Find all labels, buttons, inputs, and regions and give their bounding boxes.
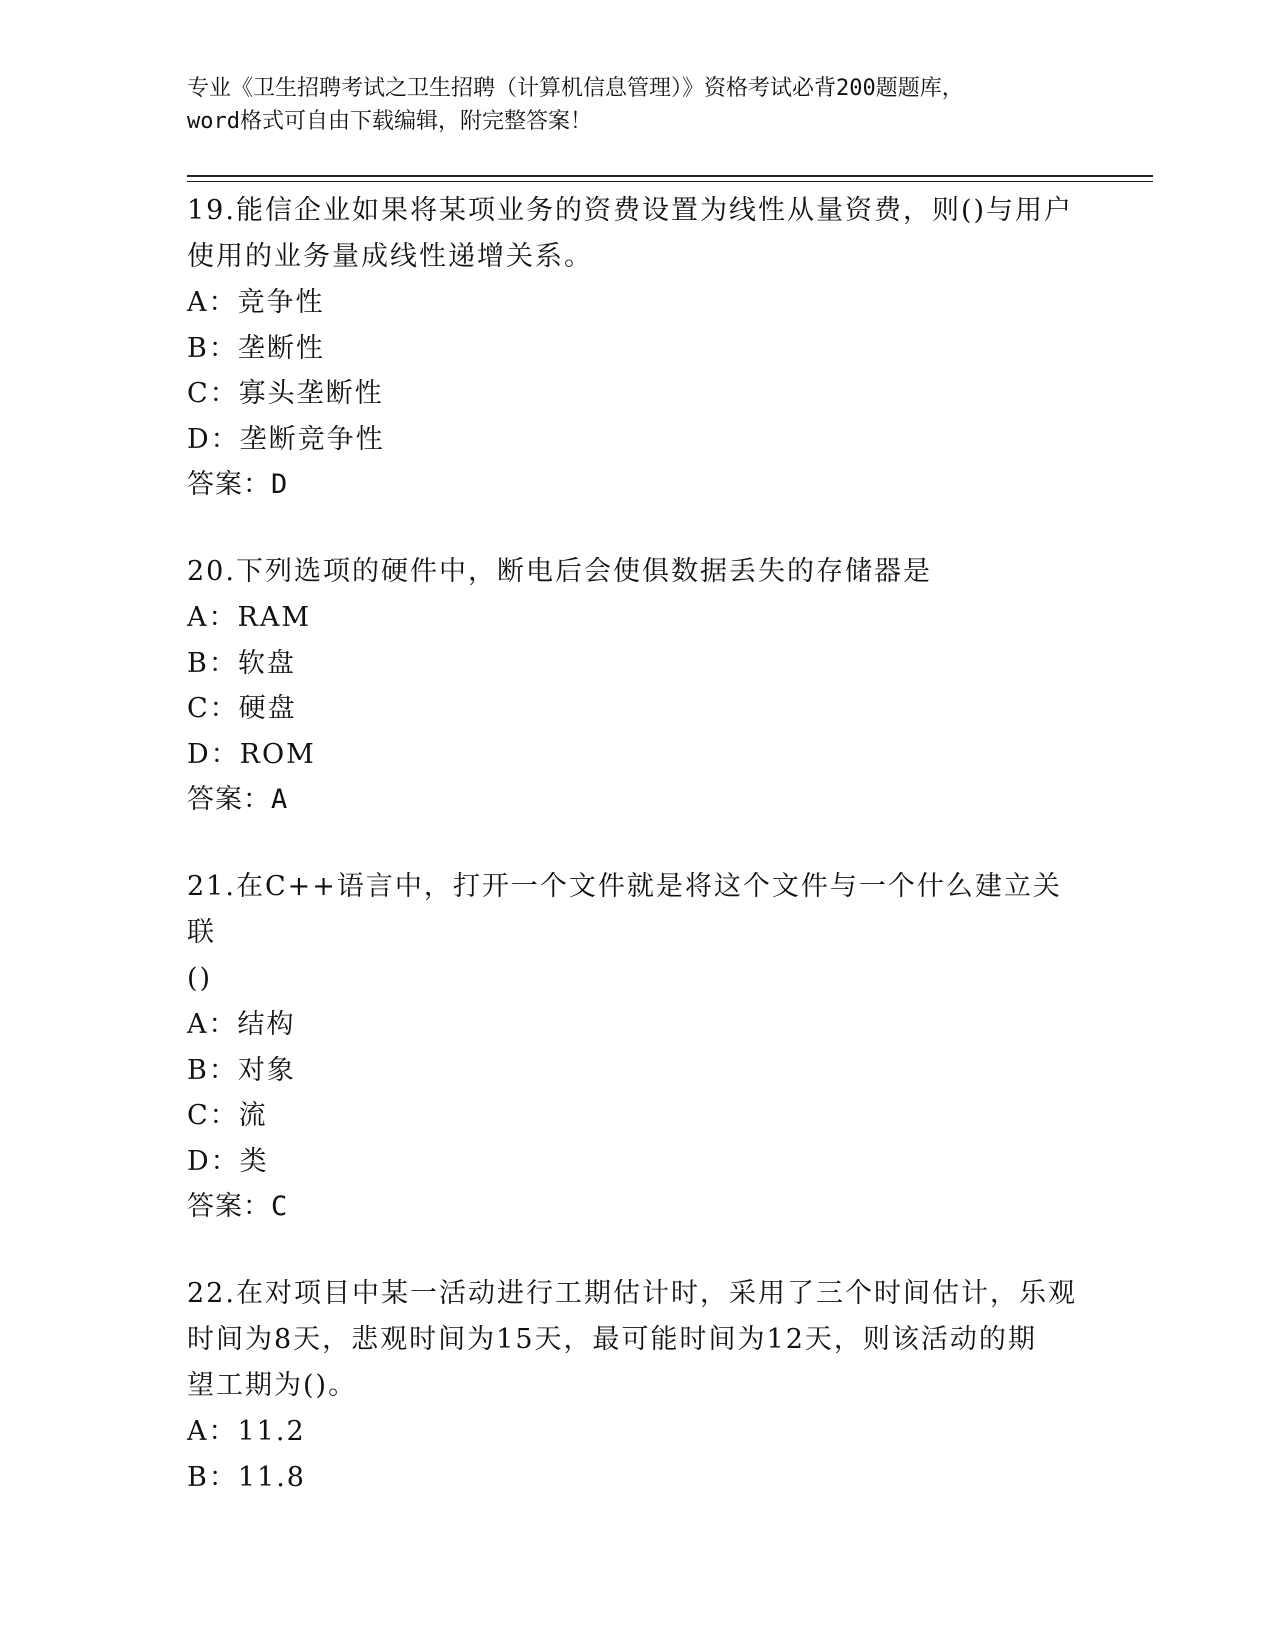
answer-option [187,595,1087,641]
header-title-line-1: 专业《卫生招聘考试之卫生招聘（计算机信息管理）》资格考试必背200题题库， [187,76,964,101]
option-letter: C： [187,693,239,724]
option-text: 软盘 [237,647,296,679]
header-divider-thick [187,175,1153,177]
answer-option [187,371,1087,417]
option-letter: A： [187,1009,238,1040]
question-stem-line: 时间为8天，悲观时间为15天，最可能时间为12天，则该活动的期 [187,1324,1037,1355]
option-letter: C： [187,1100,239,1131]
answer-option [187,1048,1087,1094]
answer-option [187,417,1087,463]
option-letter: A： [187,287,238,318]
answer-option [187,686,1087,732]
answer-option [187,280,1087,326]
option-letter: C： [187,378,239,409]
option-text: 11.8 [237,1461,306,1493]
option-text: 垄断竞争性 [239,423,385,455]
answer-option [187,1455,1087,1501]
option-letter: B： [187,332,238,364]
option-letter: A： [187,602,238,633]
option-letter: B： [187,647,238,679]
option-letter: A： [187,1416,238,1447]
option-letter: D： [187,423,240,455]
option-text: 寡头垄断性 [238,378,384,409]
question-stem-line: () [187,963,213,994]
answer-option [187,1139,1087,1185]
question-stem-line: 望工期为()。 [187,1370,358,1401]
document-header [187,72,1077,138]
question-stem-line: 19.能信企业如果将某项业务的资费设置为线性从量资费，则()与用户 [187,195,1074,226]
answer-option [187,641,1087,687]
option-letter: B： [187,1461,238,1493]
answer-key: 答案：A [187,784,289,815]
header-title-line-2: word格式可自由下载编辑，附完整答案！ [187,109,592,134]
answer-option [187,1093,1087,1139]
question-stem-line: 20.下列选项的硬件中，断电后会使俱数据丢失的存储器是 [187,556,932,587]
question-block [187,1271,1087,1500]
question-list [187,188,1087,1541]
option-text: 类 [239,1145,269,1177]
option-text: 流 [238,1100,268,1131]
answer-option [187,326,1087,372]
option-text: 结构 [237,1009,296,1040]
option-text: 硬盘 [238,693,297,724]
option-letter: D： [187,1145,240,1177]
answer-key: 答案：D [187,469,289,500]
option-text: 垄断性 [237,332,325,364]
option-text: 对象 [237,1054,296,1086]
question-stem-line: 21.在C++语言中，打开一个文件就是将这个文件与一个什么建立关联 [187,871,1062,948]
question-block [187,864,1087,1230]
option-text: ROM [239,738,316,770]
option-letter: D： [187,738,240,770]
answer-option [187,1409,1087,1455]
option-text: 11.2 [237,1416,306,1447]
answer-option [187,1002,1087,1048]
answer-key: 答案：C [187,1191,289,1222]
option-text: RAM [237,602,311,633]
answer-option [187,732,1087,778]
question-block [187,188,1087,508]
header-divider-thin [187,181,1153,182]
option-text: 竞争性 [237,287,325,318]
question-stem-line: 22.在对项目中某一活动进行工期估计时，采用了三个时间估计，乐观 [187,1278,1077,1309]
question-block [187,549,1087,823]
question-stem-line: 使用的业务量成线性递增关系。 [187,241,593,272]
option-letter: B： [187,1054,238,1086]
